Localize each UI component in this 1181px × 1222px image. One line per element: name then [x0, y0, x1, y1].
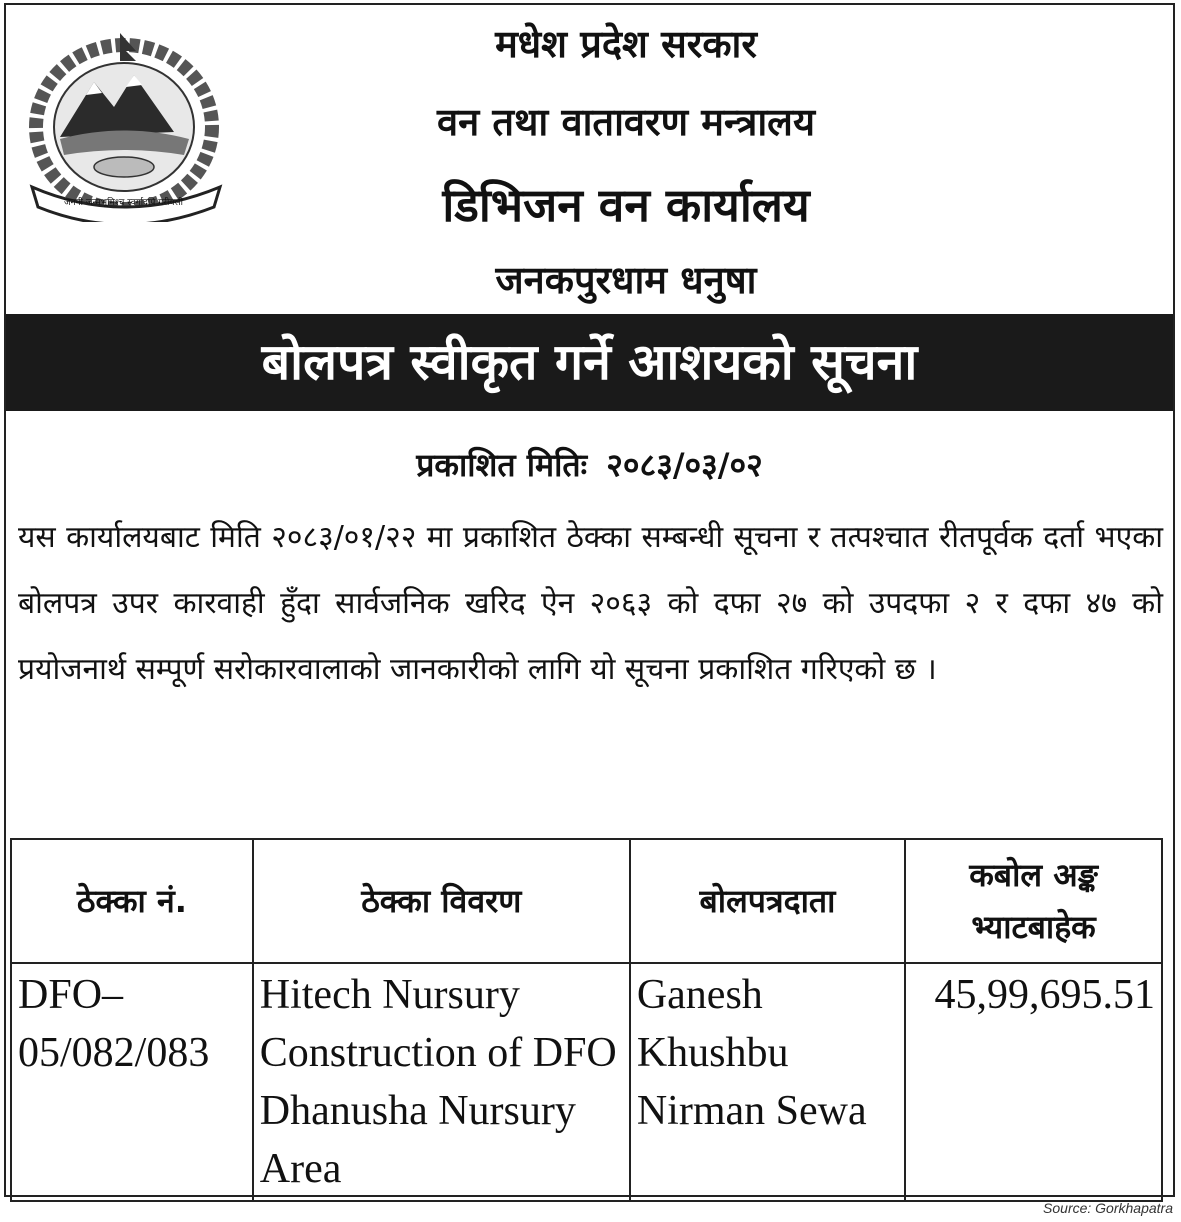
notice-banner-title: बोलपत्र स्वीकृत गर्ने आशयको सूचना: [6, 314, 1173, 411]
header-bid-amount: कबोल अङ्क भ्याटबाहेक: [905, 839, 1162, 963]
tender-table: [10, 838, 1163, 1202]
office-location: जनकपुरधाम धनुषा: [495, 258, 757, 302]
published-date-label: प्रकाशित मितिः: [416, 446, 588, 484]
table-row: [11, 963, 1162, 1201]
header-bidder: बोलपत्रदाता: [630, 839, 905, 963]
notice-paragraph: यस कार्यालयबाट मिति २०८३/०१/२२ मा प्रकाशित ठेक्का सम्बन्धी सूचना र तत्पश्चात रीतपूर्वक दर्ता भएका बोलपत्र उपर कारवाही हुँदा सार्वजनिक खरिद ऐन २०६३ को दफा २७ को उपदफा २ र दफा ४७ को प्रयोजनार्थ सम्पूर्ण सरोकारवालाको जानकारीको लागि यो सूचना प्रकाशित गरिएको छ ।: [18, 520, 1163, 687]
ministry-title: वन तथा वातावरण मन्त्रालय: [436, 100, 815, 144]
published-date-line: [6, 443, 1173, 486]
header-contract-no: ठेक्का नं.: [11, 839, 253, 963]
emblem-motto: जननी जन्मभूमिश्च स्वर्गादपि गरीयसी: [64, 198, 183, 208]
province-government-title: मधेश प्रदेश सरकार: [495, 22, 757, 66]
cell-bidder: Ganesh Khushbu Nirman Sewa: [630, 963, 905, 1201]
cell-amount: 45,99,695.51: [905, 963, 1162, 1201]
office-title: डिभिजन वन कार्यालय: [442, 178, 810, 232]
cell-contract-no: DFO–05/082/083: [11, 963, 253, 1201]
header-contract-description: ठेक्का विवरण: [253, 839, 630, 963]
source-credit: Source: Gorkhapatra: [1043, 1200, 1173, 1216]
published-date-value: २०८३/०३/०२: [606, 446, 763, 484]
notice-header: [6, 5, 1173, 314]
table-header-row: [11, 839, 1162, 963]
cell-description: Hitech Nursury Construction of DFO Dhanusha Nursury Area: [253, 963, 630, 1201]
